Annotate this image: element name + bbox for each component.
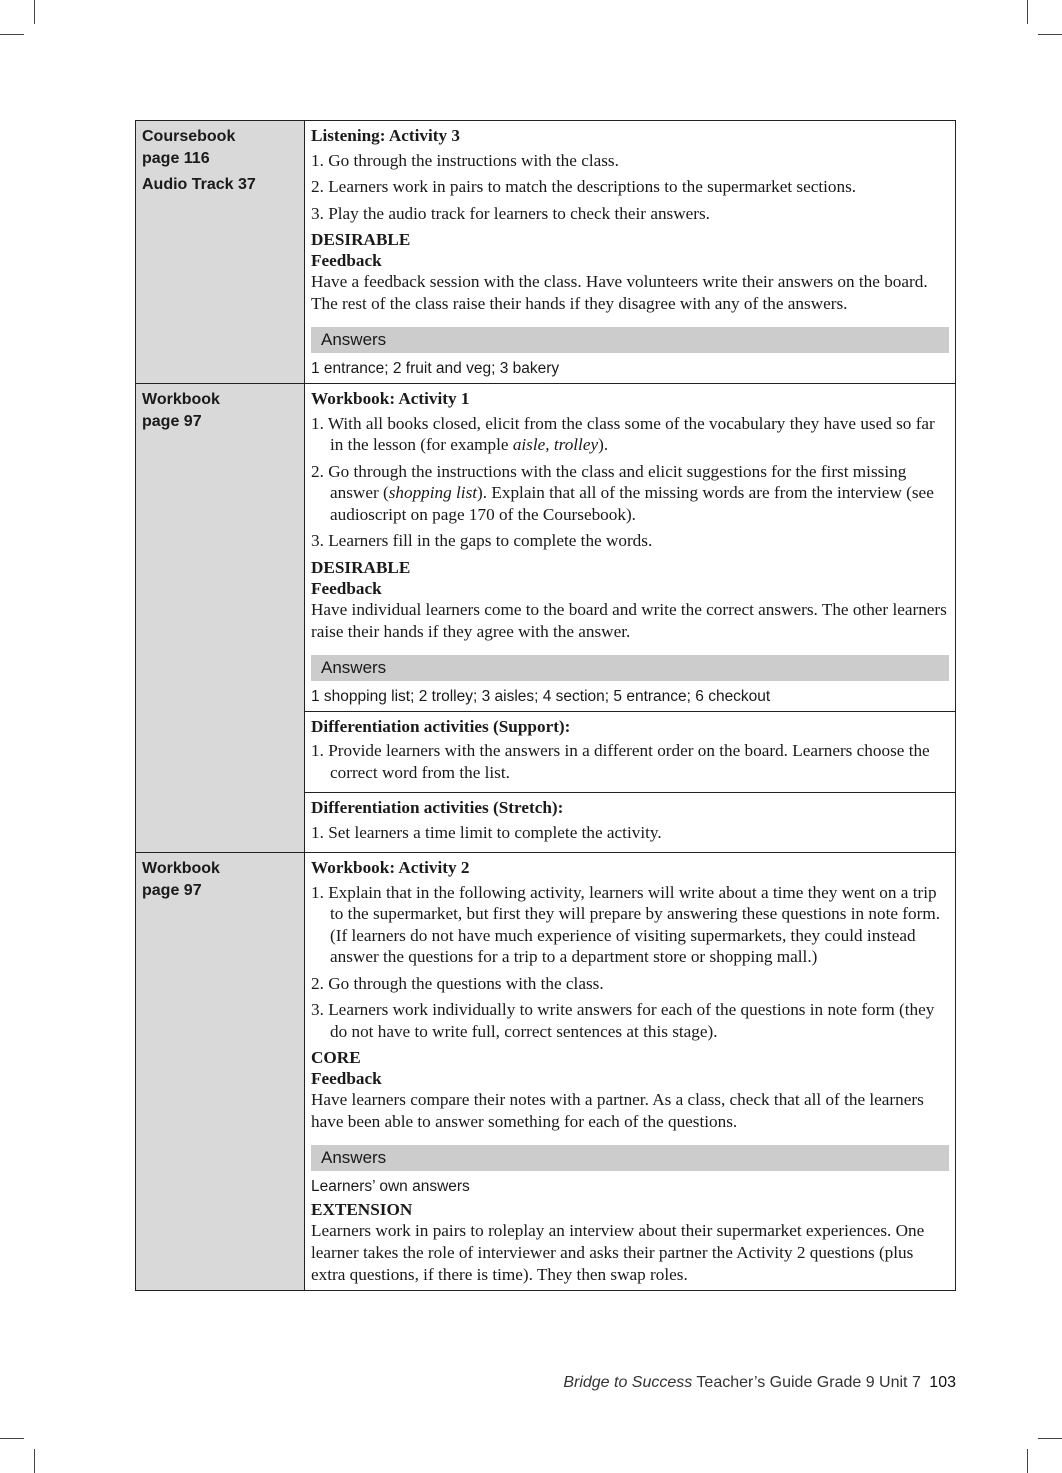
- step-text: 1. With all books closed, elicit from the class some of the vocabulary they have used so far in the lesson (for example: [311, 413, 935, 454]
- extension-label: EXTENSION: [311, 1200, 413, 1219]
- activity-steps: [311, 150, 949, 225]
- table-row: [136, 121, 956, 384]
- answers-text: Learners’ own answers: [311, 1178, 470, 1195]
- resource-page: page 97: [142, 882, 202, 899]
- feedback-text: Have a feedback session with the class. Have volunteers write their answers on the board. The rest of the class raise their hands if they disagree with any of the answers.: [311, 272, 928, 313]
- activity-cell: [305, 121, 956, 384]
- activity-cell: [305, 853, 956, 1291]
- step-example: shopping list: [388, 483, 478, 502]
- step-item: 3. Learners fill in the gaps to complete the words.: [311, 531, 653, 550]
- level-label: DESIRABLE: [311, 230, 411, 249]
- resource-reference-cell: [136, 853, 305, 1291]
- table-row: [136, 384, 956, 712]
- step-example: aisle, trolley: [512, 435, 599, 454]
- resource-book: Workbook: [142, 391, 220, 408]
- resource-reference-cell: [136, 121, 305, 384]
- activity-title: Listening: Activity 3: [311, 126, 460, 145]
- step-item: 2. Go through the questions with the class.: [311, 973, 604, 993]
- differentiation-title: Differentiation activities (Support):: [311, 716, 571, 736]
- feedback-text: Have learners compare their notes with a partner. As a class, check that all of the learners have been able to answer something for each of the questions.: [311, 1090, 924, 1131]
- resource-page: page 97: [142, 413, 202, 430]
- crop-mark: [1027, 0, 1028, 24]
- feedback-text: Have individual learners come to the board and write the correct answers. The other learners raise their hands if they agree with the answer.: [311, 599, 947, 641]
- answers-text: 1 shopping list; 2 trolley; 3 aisles; 4 section; 5 entrance; 6 checkout: [311, 687, 771, 705]
- book-title: Bridge to Success: [563, 1374, 693, 1391]
- resource-page: page 116: [142, 150, 210, 167]
- differentiation-support-cell: [305, 711, 956, 793]
- differentiation-stretch-cell: [305, 793, 956, 853]
- page-footer: [500, 1374, 956, 1392]
- crop-mark: [1038, 34, 1062, 35]
- level-label: DESIRABLE: [311, 557, 411, 577]
- step-text: ).: [598, 435, 609, 454]
- table-row: [136, 853, 956, 1291]
- feedback-heading: Feedback: [311, 251, 382, 270]
- step-item: 3. Play the audio track for learners to check their answers.: [311, 203, 710, 223]
- step-item: 1. Set learners a time limit to complete the activity.: [311, 822, 662, 842]
- step-item: 3. Learners work individually to write answers for each of the questions in note form (they do not have to write full, correct sentences at this stage).: [311, 1000, 935, 1041]
- activity-steps: [311, 413, 949, 552]
- page-number: 103: [929, 1374, 956, 1391]
- crop-mark: [0, 34, 24, 35]
- feedback-heading: Feedback: [311, 578, 382, 598]
- feedback-heading: Feedback: [311, 1069, 382, 1088]
- crop-mark: [1038, 1438, 1062, 1439]
- activity-steps: [311, 822, 949, 844]
- step-item: 1. Go through the instructions with the class.: [311, 150, 619, 170]
- step-item: [311, 413, 949, 456]
- lesson-plan-table: [135, 120, 956, 1291]
- resource-book: Coursebook: [142, 128, 236, 145]
- step-text: ). Explain that all of the missing words are from the interview (see audioscript on page 170 of the Coursebook).: [330, 483, 934, 524]
- crop-mark: [1027, 1449, 1028, 1473]
- crop-mark: [34, 0, 35, 24]
- resource-book: Workbook: [142, 860, 220, 877]
- answers-heading: Answers: [311, 1145, 949, 1171]
- activity-title: Workbook: Activity 2: [311, 858, 470, 877]
- step-item: 1. Explain that in the following activity, learners will write about a time they went on a trip to the supermarket, but first they will prepare by answering these questions in note form. (If learners do not have much experience of visiting supermarkets, they could instead answer the questions for a trip to a department store or shopping mall.): [311, 882, 941, 966]
- extension-text: Learners work in pairs to roleplay an interview about their supermarket experiences. One learner takes the role of interviewer and asks their partner the Activity 2 questions (plus extra questions, if there is time). They then swap roles.: [311, 1221, 925, 1284]
- resource-reference-cell: [136, 384, 305, 853]
- answers-heading: Answers: [311, 327, 949, 353]
- crop-mark: [0, 1438, 24, 1439]
- crop-mark: [34, 1449, 35, 1473]
- step-text: 2. Go through the instructions with the class and elicit suggestions for the first missing answer (: [311, 461, 907, 502]
- activity-steps: [311, 740, 949, 783]
- activity-cell: [305, 384, 956, 712]
- answers-heading: Answers: [311, 655, 949, 681]
- answers-text: 1 entrance; 2 fruit and veg; 3 bakery: [311, 360, 560, 377]
- step-item: 2. Learners work in pairs to match the descriptions to the supermarket sections.: [311, 177, 857, 196]
- activity-title: Workbook: Activity 1: [311, 389, 470, 408]
- step-item: 1. Provide learners with the answers in a different order on the board. Learners choose the correct word from the list.: [311, 741, 930, 782]
- step-item: [311, 461, 949, 526]
- level-label: CORE: [311, 1048, 361, 1067]
- footer-subtitle: Teacher’s Guide Grade 9 Unit 7: [696, 1374, 921, 1391]
- activity-steps: [311, 882, 949, 1043]
- differentiation-title: Differentiation activities (Stretch):: [311, 798, 564, 817]
- resource-audio-track: Audio Track 37: [142, 176, 256, 193]
